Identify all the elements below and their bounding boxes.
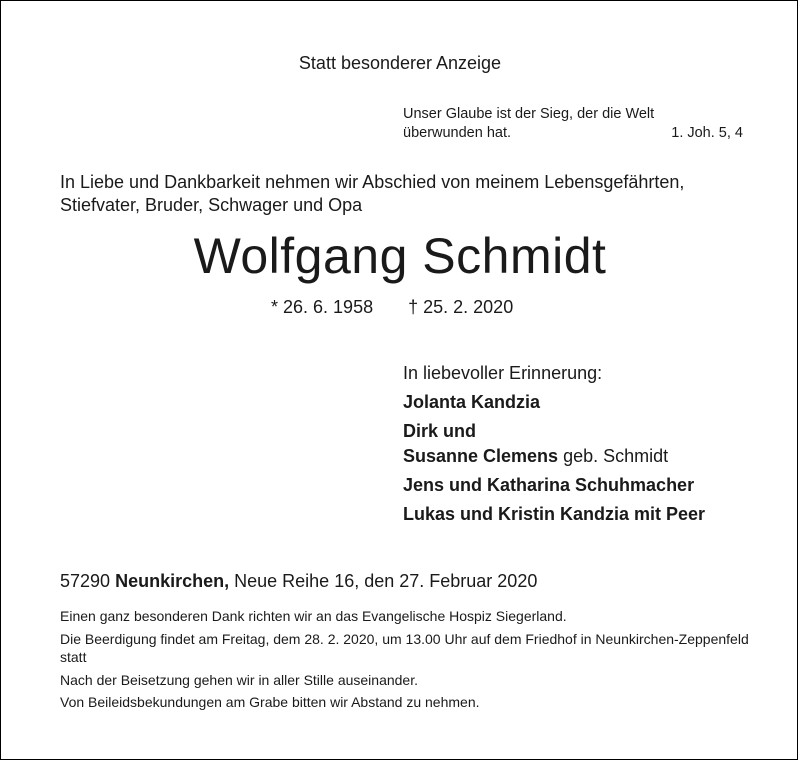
mourner-name: Jolanta Kandzia bbox=[403, 392, 541, 412]
death-date: † 25. 2. 2020 bbox=[408, 297, 514, 317]
mourners-heading: In liebevoller Erinnerung: bbox=[403, 363, 603, 383]
verse-reference: 1. Joh. 5, 4 bbox=[671, 125, 743, 141]
maiden-name: geb. Schmidt bbox=[563, 446, 669, 466]
verse-line-2: überwunden hat. bbox=[403, 125, 512, 141]
zip-code: 57290 bbox=[60, 571, 111, 591]
notice-header: Statt besonderer Anzeige bbox=[298, 53, 502, 73]
life-dates bbox=[271, 297, 513, 318]
intro-line-2: Stiefvater, Bruder, Schwager und Opa bbox=[60, 195, 363, 215]
notes-block bbox=[60, 607, 760, 716]
mourners-block bbox=[403, 361, 705, 527]
intro-line-1: In Liebe und Dankbarkeit nehmen wir Abschied von meinem Lebensgefährten, bbox=[60, 172, 685, 192]
intro-text bbox=[60, 171, 684, 217]
verse-line-1: Unser Glaube ist der Sieg, der die Welt bbox=[403, 106, 655, 122]
address-date: Neue Reihe 16, den 27. Februar 2020 bbox=[234, 571, 538, 591]
note-paragraph: Die Beerdigung findet am Freitag, dem 28. 2. 2020, um 13.00 Uhr auf dem Friedhof in Neunkirchen-Zeppenfeld statt bbox=[60, 630, 749, 665]
birth-date: * 26. 6. 1958 bbox=[271, 297, 374, 317]
note-paragraph: Von Beileidsbekundungen am Grabe bitten wir Abstand zu nehmen. bbox=[60, 694, 480, 710]
mourner-name: Jens und Katharina Schuhmacher bbox=[403, 475, 695, 495]
bible-verse bbox=[403, 105, 743, 143]
mourner-name: Lukas und Kristin Kandzia mit Peer bbox=[403, 504, 706, 524]
mourner-name: Susanne Clemens bbox=[403, 446, 559, 466]
mourner-name: Dirk und bbox=[403, 421, 477, 441]
town-name: Neunkirchen, bbox=[115, 571, 230, 591]
note-paragraph: Nach der Beisetzung gehen wir in aller Stille auseinander. bbox=[60, 671, 418, 688]
note-paragraph: Einen ganz besonderen Dank richten wir an das Evangelische Hospiz Siegerland. bbox=[60, 608, 567, 624]
deceased-name: Wolfgang Schmidt bbox=[193, 228, 607, 284]
mourner-name-row bbox=[403, 444, 705, 469]
place-date-line bbox=[60, 571, 537, 592]
verse-line-2-row bbox=[403, 124, 743, 143]
